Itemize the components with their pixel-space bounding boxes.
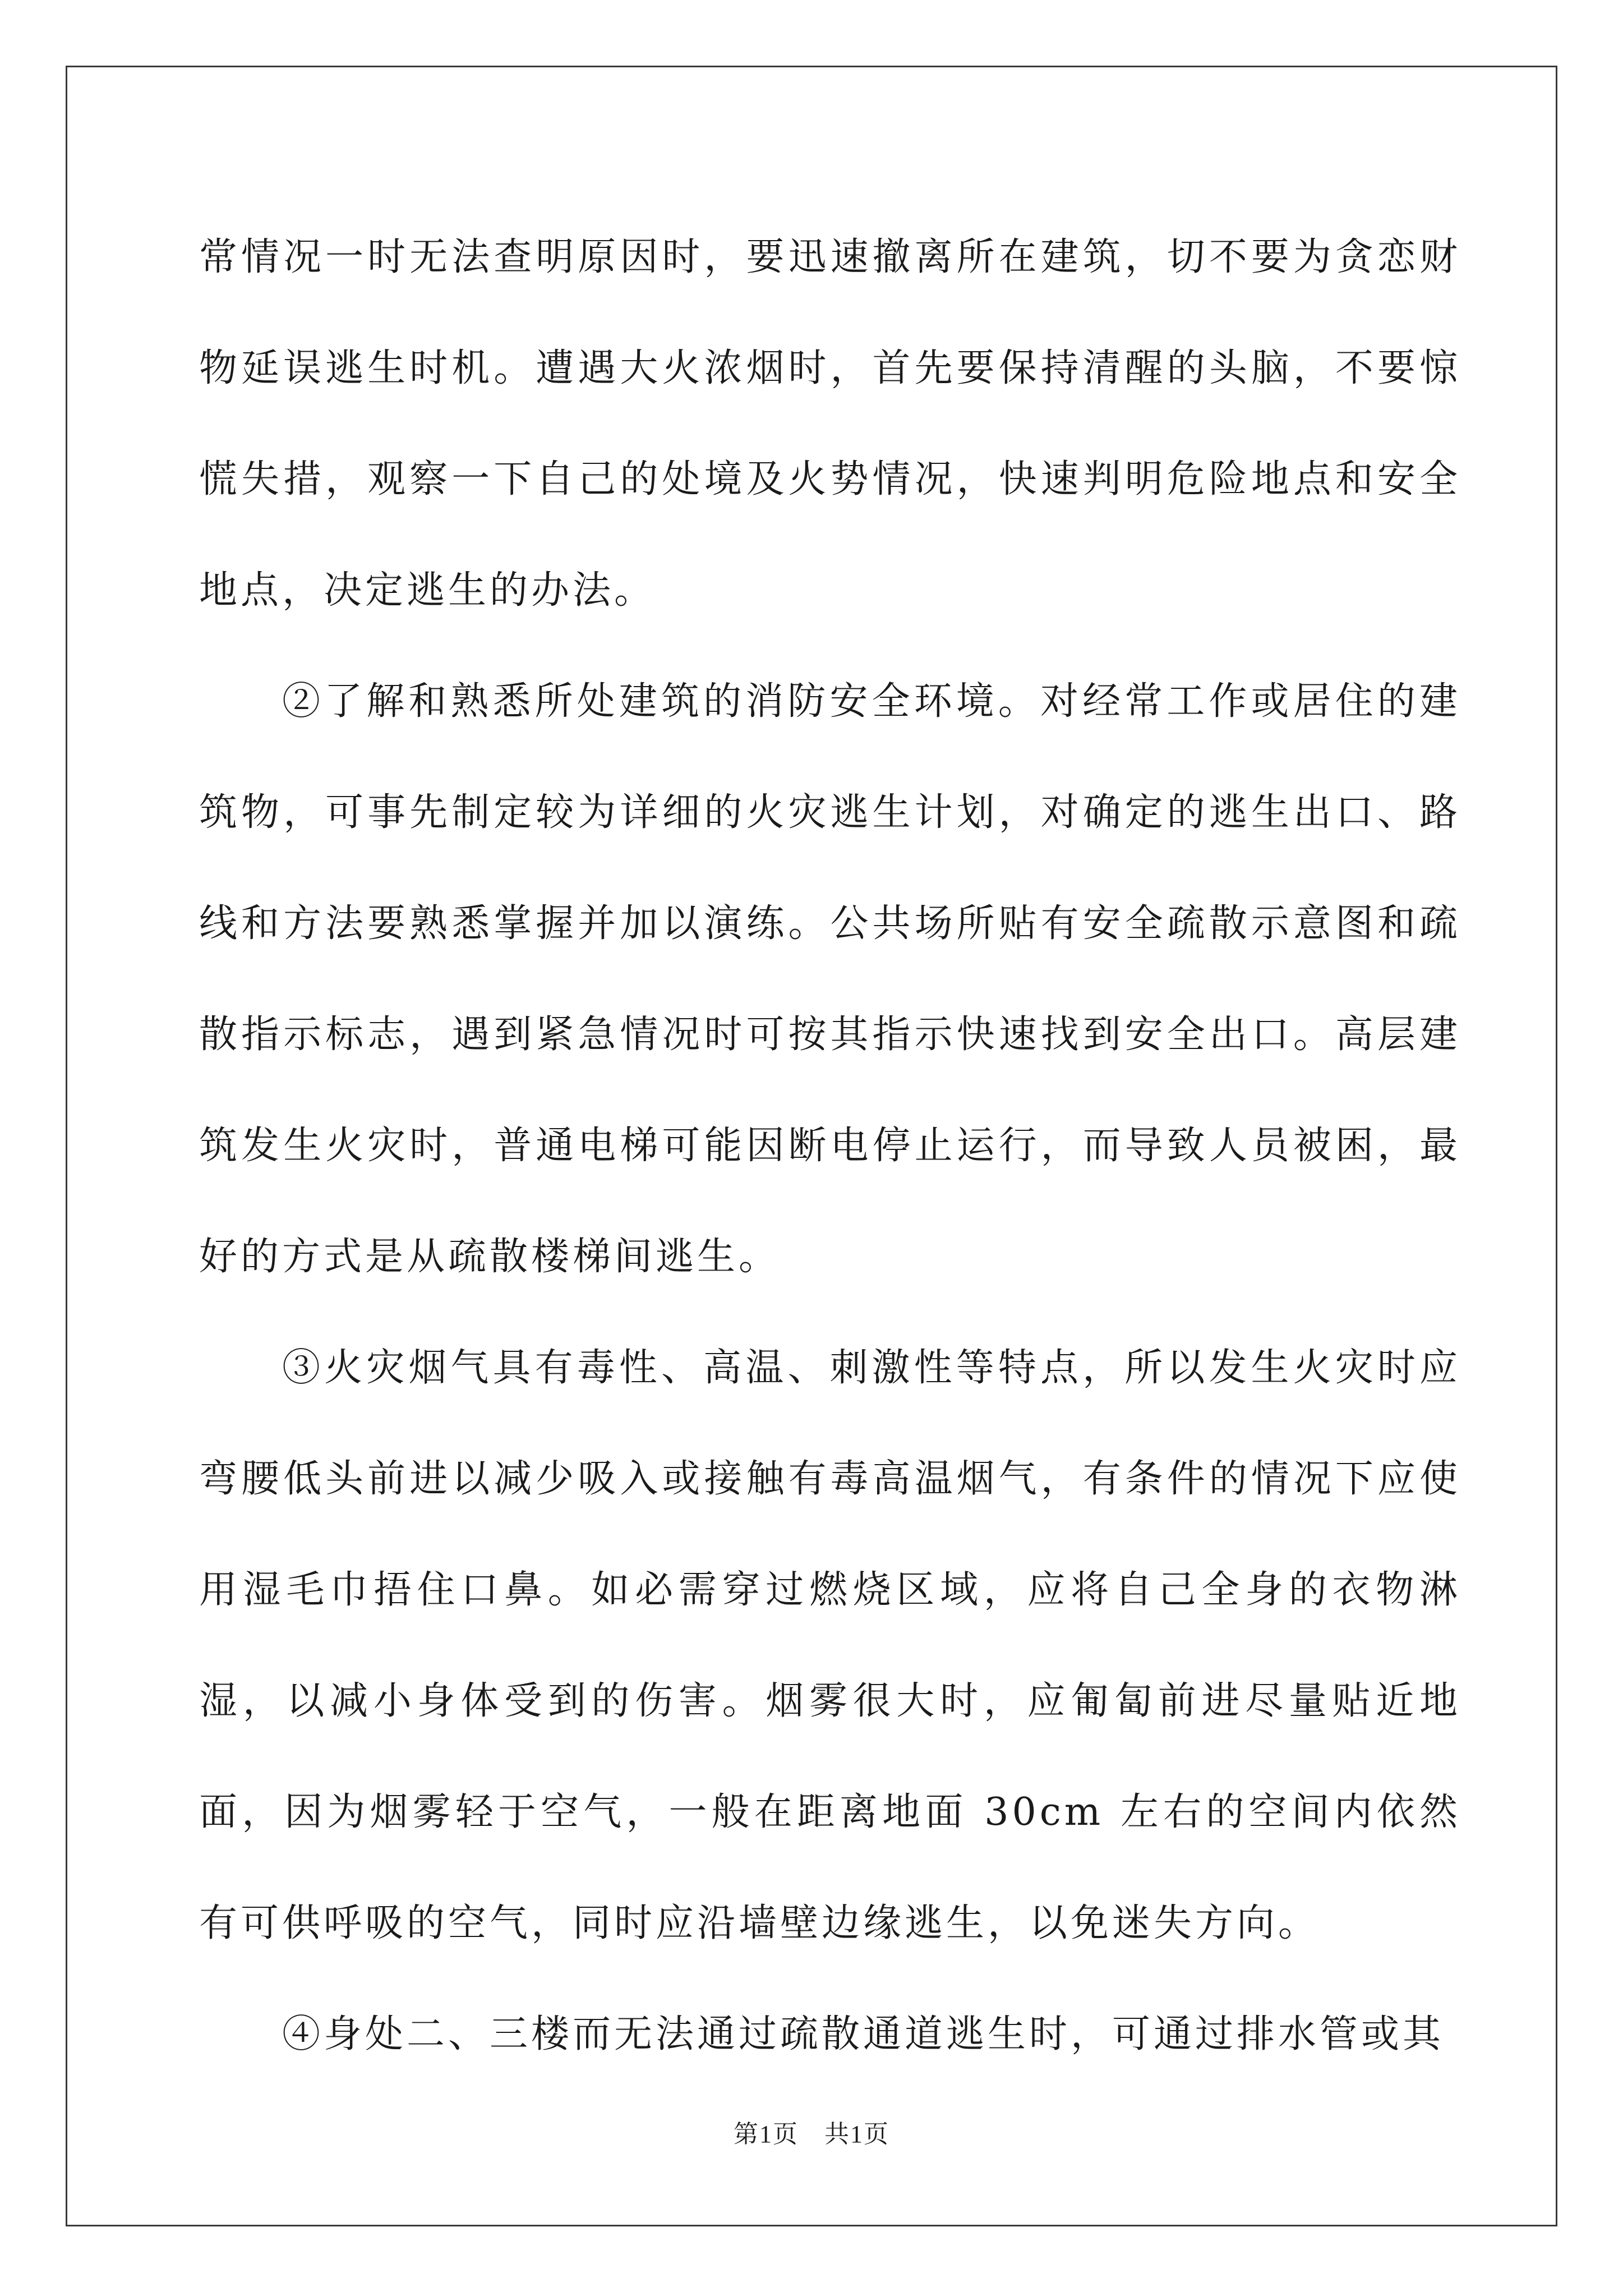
page-number-footer: 第1页 共1页 [734,2120,889,2148]
paragraph-1: 常情况一时无法查明原因时，要迅速撤离所在建筑，切不要为贪恋财物延误逃生时机。遭遇大火浓烟时，首先要保持清醒的头脑，不要惊慌失措，观察一下自己的处境及火势情况，快速判明危险地点和安全地点，决定逃生的办法。 [199,235,1461,613]
document-body [199,202,1461,2090]
paragraph-3: ③火灾烟气具有毒性、高温、刺激性等特点，所以发生火灾时应弯腰低头前进以减少吸入或接触有毒高温烟气，有条件的情况下应使用湿毛巾捂住口鼻。如必需穿过燃烧区域，应将自己全身的衣物淋湿，以减小身体受到的伤害。烟雾很大时，应匍匐前进尽量贴近地面，因为烟雾轻于空气，一般在距离地面 30cm 左右的空间内依然有可供呼吸的空气，同时应沿墙壁边缘逃生，以免迷失方向。 [199,1346,1461,1945]
paragraph-4: ④身处二、三楼而无法通过疏散通道逃生时，可通过排水管或其 [282,2012,1445,2056]
paragraph-2: ②了解和熟悉所处建筑的消防安全环境。对经常工作或居住的建筑物，可事先制定较为详细的火灾逃生计划，对确定的逃生出口、路线和方法要熟悉掌握并加以演练。公共场所贴有安全疏散示意图和疏散指示标志，遇到紧急情况时可按其指示快速找到安全出口。高层建筑发生火灾时，普通电梯可能因断电停止运行，而导致人员被困，最好的方式是从疏散楼梯间逃生。 [199,679,1461,1279]
